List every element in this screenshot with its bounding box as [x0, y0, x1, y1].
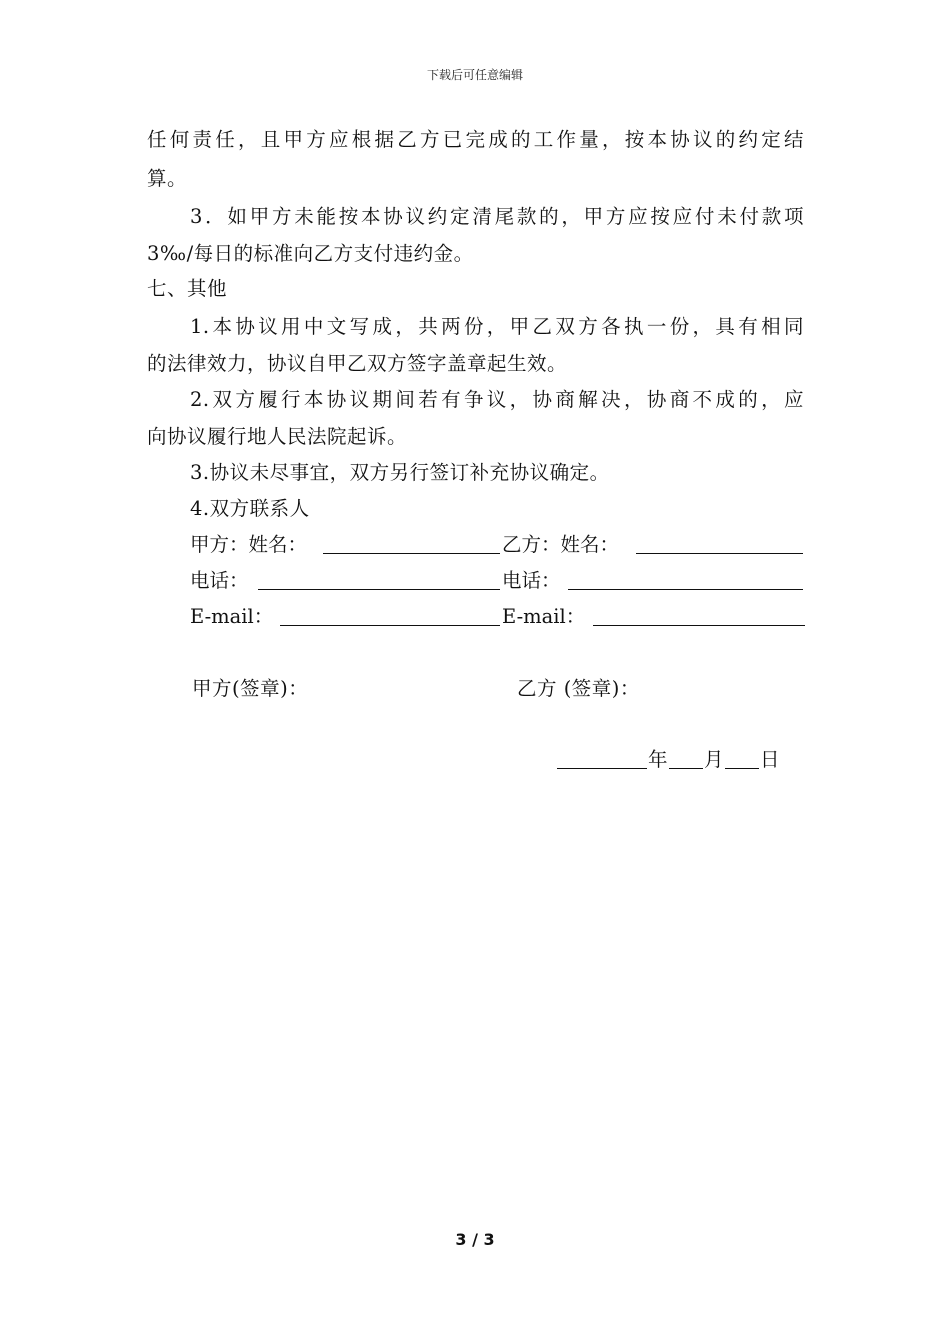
- contact-email-row: [190, 601, 805, 631]
- party-b-name-label: 乙方：姓名：: [502, 533, 620, 556]
- month-label: 月: [704, 748, 724, 771]
- paragraph-line: 3.协议未尽事宜，双方另行签订补充协议确定。: [190, 461, 610, 484]
- page-header: 下载后可任意编辑: [426, 68, 523, 82]
- party-a-email-label: E-mail：: [190, 605, 274, 628]
- paragraph-line: 向协议履行地人民法院起诉。: [147, 425, 408, 448]
- page-number: 3 / 3: [455, 1230, 495, 1249]
- month-field[interactable]: [669, 744, 703, 769]
- year-field[interactable]: [557, 744, 647, 769]
- party-b-phone-label: 电话：: [502, 569, 561, 592]
- party-a-phone-label: 电话：: [190, 569, 249, 592]
- day-field[interactable]: [725, 744, 759, 769]
- day-label: 日: [760, 748, 780, 771]
- paragraph-line: 的法律效力，协议自甲乙双方签字盖章起生效。: [147, 352, 568, 375]
- party-a-email-field[interactable]: [280, 601, 500, 626]
- party-b-name-field[interactable]: [636, 529, 803, 554]
- section-heading: 七、其他: [147, 277, 228, 300]
- party-b-email-label: E-mail：: [502, 605, 586, 628]
- party-b-email-field[interactable]: [593, 601, 805, 626]
- party-a-name-label: 甲方：姓名：: [190, 533, 308, 556]
- paragraph-line: 算。: [147, 167, 188, 190]
- paragraph-line: 4.双方联系人: [190, 497, 310, 520]
- party-a-name-field[interactable]: [323, 529, 500, 554]
- paragraph-line: 1.本协议用中文写成，共两份，甲乙双方各执一份，具有相同: [190, 315, 804, 338]
- party-b-signature-label: 乙方 (签章)：: [517, 677, 640, 700]
- contact-phone-row: [190, 565, 805, 595]
- party-a-phone-field[interactable]: [258, 565, 500, 590]
- paragraph-line: 2.双方履行本协议期间若有争议，协商解决，协商不成的，应: [190, 388, 804, 411]
- paragraph-line: 任何责任，且甲方应根据乙方已完成的工作量，按本协议的约定结: [147, 128, 804, 151]
- date-line: [557, 744, 797, 774]
- party-a-signature-label: 甲方(签章)：: [192, 677, 309, 700]
- year-label: 年: [648, 748, 668, 771]
- party-b-phone-field[interactable]: [568, 565, 803, 590]
- paragraph-line: 3．如甲方未能按本协议约定清尾款的，甲方应按应付未付款项: [190, 205, 804, 228]
- contact-name-row: [190, 529, 805, 559]
- paragraph-line: 3‰/每日的标准向乙方支付违约金。: [147, 242, 474, 265]
